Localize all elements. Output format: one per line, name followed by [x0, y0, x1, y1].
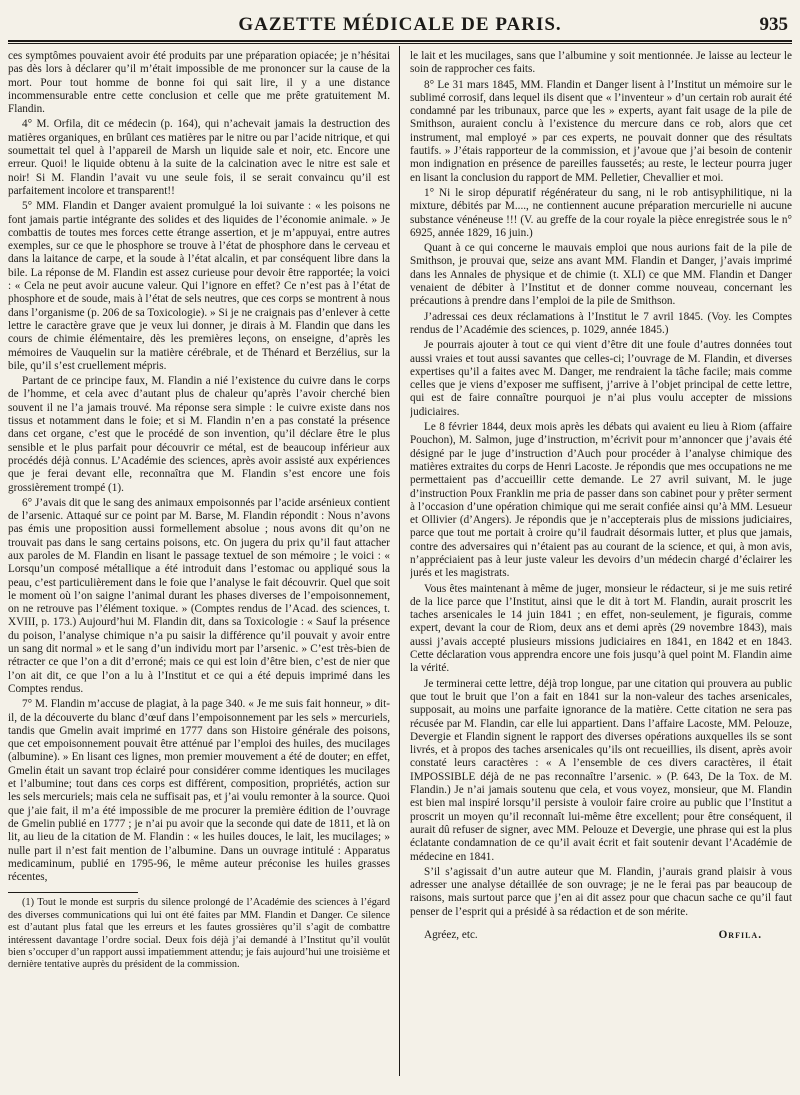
signature: Orfila. [718, 929, 762, 941]
paragraph: J’adressai ces deux réclamations à l’Institut le 7 avril 1845. (Voy. les Comptes rendus de l’Académie des sciences, p. 1029, année 1845.) [410, 310, 792, 336]
paragraph: Le 8 février 1844, deux mois après les débats qui avaient eu lieu à Riom (affaire Pouchon), M. Salmon, juge d’instruction, m’écrivit pour m’annoncer que j’avais été désigné par le juge d’instruction d’Auch pour procéder à l’analyse chimique des matières extraites du corps de Henri Lacoste. Je répondis que mes occupations ne me permettaient pas d’accueillir cette demande. Le 27 avril suivant, M. le juge d’instruction Poux Franklin me pria de passer dans son cabinet pour y prêter serment à l’occasion d’une opération chimique qui me serait confiée ainsi qu’à MM. Lesueur et Ollivier (d’Angers). Je répondis que je n’accepterais plus de missions judiciaires, parce que tout me portait à croire qu’il faudrait désormais lutter, et plus que jamais, contre des adversaires qui n’étaient pas au courant de la science, et qui, à mon avis, n’appréciaient pas à leur juste valeur les devoirs d’un médecin chargé d’éclairer les jurés et les magistrats. [410, 421, 792, 580]
footnote: (1) Tout le monde est surpris du silence prolongé de l’Académie des sciences à l’égard des diverses communications qui lui ont été faites par MM. Flandin et Danger. Ce silence est d’autant plus fatal que les erreurs et les fautes grossières qu’il s’agit de combattre intéressent davantage l’ordre social. Deux fois déjà j’ai demandé à l’Institut qu’il voulût bien s’occuper d’un rapport aussi impatiemment attendu; je fais aujourd’hui une troisième et dernière tentative auprès du président de la commission. [8, 897, 390, 971]
right-column [410, 50, 792, 1060]
paragraph: ces symptômes pouvaient avoir été produits par une préparation opiacée; je n’hésitai pas dès lors à déclarer qu’il m’était impossible de me prononcer sur la cause de la mort. Pour tout homme de bonne foi qui sait lire, il y a une distance incommensurable entre cette conclusion et celle que me prête gratuitement M. Flandin. [8, 50, 390, 116]
paragraph: Je terminerai cette lettre, déjà trop longue, par une citation qui prouvera au public que tout le bruit que l’on a fait en 1841 sur la non-valeur des taches arsenicales, supposait, au moins une parfaite ignorance de la matière. Cette citation ne sera pas récusée par M. Flandin, car elle lui appartient. Dans l’affaire Lacoste, MM. Pelouze, Devergie et Flandin signent le rapport des diverses opérations auxquelles ils se sont livrés, et à propos des taches arsenicales qu’ils ont recueillies, ils disent, après avoir constaté leurs caractères : « A l’ensemble de ces divers caractères, il était IMPOSSIBLE déjà de ne pas reconnaître l’arsenic. » (P. 643, De la Tox. de M. Flandin.) Je n’ai jamais soutenu que cela, et vous voyez, monsieur, que M. Flandin est bien mal inspiré lorsqu’il persiste à vouloir faire croire au public que l’Institut a proscrit un moyen qu’il reconnaît lui-même être excellent; pour être conséquent, il aurait dû refuser de signer, avec MM. Pelouze et Devergie, une phrase qui est la plus éclatante condamnation de ce qu’il avait écrit et fait soutenir devant l’Académie de médecine en 1841. [410, 677, 792, 863]
signoff [410, 929, 792, 942]
paragraph: Je pourrais ajouter à tout ce qui vient d’être dit une foule d’autres données tout aussi vraies et tout aussi savantes que celles-ci; l’ouvrage de M. Flandin, et diverses expertises qu’il a faites avec M. Danger, me rendraient la tâche facile; mais comme celles que je viens d’exposer me suffisent, j’arrive à l’objet principal de cette lettre, qui est de faire connaître pourquoi je n’ai plus voulu accepter de missions judiciaires. [410, 339, 792, 418]
header-rule [8, 43, 792, 44]
paragraph: 4° M. Orfila, dit ce médecin (p. 164), qui n’achevait jamais la destruction des matières organiques, en brûlant ces matières par le nitre ou par l’acide nitrique, et qui soumettait tel quel à l’appareil de Marsh un liquide sale et noir, etc. Encore une erreur. Quoi! le liquide obtenu à la suite de la calcination avec le nitre est sale et noir! Si M. Flandin l’avait vu une seule fois, il se serait convaincu qu’il est parfaitement incolore et transparent!! [8, 118, 390, 197]
paragraph: 7° M. Flandin m’accuse de plagiat, à la page 340. « Je me suis fait honneur, » dit-il, de la découverte du blanc d’œuf dans l’empoisonnement par les sels » mercuriels, tandis que Gmelin avait imprimé en 1777 dans son Histoire générale des poisons, que cet empoisonnement pouvait être atténué par l’emploi des huiles, des mucilages (albumine). » En lisant ces lignes, mon premier mouvement a été de douter; en effet, Gmelin était un savant trop éclairé pour considérer comme identiques les mucilages et l’albumine; tout dans ces corps est différent, composition, propriétés, action sur les sels mercuriels; mais cela ne suffisait pas, et j’ai voulu remonter à la source. Quoi que j’aie fait, il m’a été impossible de me procurer la première édition de l’ouvrage de Gmelin publié en 1777 ; je n’ai pu avoir que la seconde qui date de 1811, et là on lit, au lieu de la citation de M. Flandin : « les huiles douces, le lait, les mucilages; » nulle part il n’est fait mention de l’albumine. Dans un ouvrage intitulé : Apparatus medicaminum, publié en 1795-96, le même auteur préconise les huiles grasses récentes, [8, 698, 390, 884]
closing-formula: Agréez, etc. [424, 929, 478, 941]
paragraph: Partant de ce principe faux, M. Flandin a nié l’existence du cuivre dans le corps de l’homme, et cela avec d’autant plus de chaleur qu’après l’avoir cherché bien souvent il ne l’a jamais trouvé. Ma réponse sera simple : le cuivre existe dans nos tissus et notamment dans le foie; et si M. Flandin n’en a pas constaté la présence dans cet organe, c’est que le procédé de son invention, qu’il déclare être le plus sensible et le plus parfait pour découvrir ce métal, est de beaucoup inférieur aux procédés déjà connus. L’Académie des sciences, après avoir assisté aux expériences que je ferai devant elle, reconnaîtra que M. Flandin s’est encore une fois grossièrement trompé (1). [8, 375, 390, 494]
paragraph: Quant à ce qui concerne le mauvais emploi que nous aurions fait de la pile de Smithson, je prouvai que, seize ans avant MM. Flandin et Danger, j’avais imprimé dans les Annales de physique et de chimie (t. XLI) ce que MM. Flandin et Danger venaient de débiter à l’Institut et de donner comme nouveau, concernant les précautions à prendre dans l’emploi de la pile de Smithson. [410, 242, 792, 308]
footnote-rule [8, 892, 138, 893]
page-header [8, 10, 792, 42]
journal-title: GAZETTE MÉDICALE DE PARIS. [238, 14, 562, 35]
paragraph: 1° Ni le sirop dépuratif régénérateur du sang, ni le rob antisyphilitique, ni la mixture, débités par M...., ne contiennent aucune préparation mercurielle ni aucune substance vénéneuse !!! (V. au greffe de la cour royale la pièce enregistrée sous le n° 6925, année 1829, 16 juin.) [410, 186, 792, 239]
left-column [8, 50, 390, 1060]
paragraph: le lait et les mucilages, sans que l’albumine y soit mentionnée. Je laisse au lecteur le soin de rapprocher ces faits. [410, 50, 792, 76]
paragraph: S’il s’agissait d’un autre auteur que M. Flandin, j’aurais grand plaisir à vous adresser une analyse détaillée de son ouvrage; je ne le ferai pas par beaucoup de raisons, mais surtout parce que j’en ai dit assez pour que chacun sache ce qu’il faut penser de l’esprit qui a présidé à sa rédaction et de son mérite. [410, 865, 792, 918]
column-divider [399, 46, 400, 1076]
paragraph: 6° J’avais dit que le sang des animaux empoisonnés par l’acide arsénieux contient de l’arsenic. Attaqué sur ce point par M. Barse, M. Flandin répondit : Nous n’avons pas émis une proposition aussi formellement absolue ; nous avons dit qu’on ne trouvait pas dans le sang certains poisons, etc. On jugera du prix qu’il faut attacher aux paroles de M. Flandin en lisant le passage textuel de son mémoire ; le voici : « Lorsqu’un composé métallique a été introduit dans l’estomac ou appliqué sous la peau, c’est particulièrement dans le foie que l’analyse le fait découvrir. Quel que soit le moment où l’on saigne l’animal durant les phases diverses de l’empoisonnement, on ne retrouve pas l’élément toxique. » (Comptes rendus de l’Acad. des sciences, t. XVIII, p. 173.) Aujourd’hui M. Flandin dit, dans sa Toxicologie : « Sauf la présence du poison, l’analyse chimique n’a pu saisir la différence qu’il pouvait y avoir entre un sang dit normal » et le sang d’un individu mort par l’arsenic. » C’est très-bien de rétracter ce que l’on a dit d’erroné; mais ce qui est loin d’être bien, c’est de nier que l’on ait dit, ce que l’on a lu à l’Institut et ce qui a été depuis imprimé dans les Comptes rendus. [8, 496, 390, 695]
page-number: 935 [759, 14, 788, 35]
paragraph: 5° MM. Flandin et Danger avaient promulgué la loi suivante : « les poisons ne font jamais partie intégrante des solides et des liquides de l’économie animale. » Je combattis de toutes mes forces cette étrange assertion, et je m’appuyai, entre autres exemples, sur ce que le phosphore se trouve à l’état de phosphore dans le cerveau et dans la laitance de carpe, et la soude à l’état alcalin, et par conséquent libre dans la bile. La réponse de M. Flandin est assez curieuse pour devoir être rapportée; la voici : « Cela ne peut avoir aucune valeur. Qui l’ignore en effet? Ce n’est pas à l’état de phosphore et de soude, mais à l’état de sels neutres, que ces corps se montrent à nous dans l’organisme (p. 206 de sa Toxicologie). » Si je ne craignais pas d’enlever à cette lettre le caractère grave que je veux lui donner, je dirais à M. Flandin que dans les cours de chimie élémentaire, dès les premières leçons, on enseigne, d’après les mémoires de Vauquelin sur la matière cérébrale, et de Thénard et Berzélius, sur la bile, qu’il s’est cruellement mépris. [8, 200, 390, 372]
paragraph: 8° Le 31 mars 1845, MM. Flandin et Danger lisent à l’Institut un mémoire sur le sublimé corrosif, dans lequel ils disent que « l’inventeur » d’un certain rob aurait été condamné par les tribunaux, parce que les » experts, ayant fait usage de la pile de Smithson, auraient conclu à l’existence du mercure dans ce rob, alors que cet instrument, mal employé » par ces experts, ne pouvait donner que des résultats fautifs. » J’étais rapporteur de la commission, et j’avoue que j’ai besoin de contenir mon indignation en présence de pareilles faussetés; au reste, le lecteur pourra juger en lisant la conclusion du rapport de MM. Pelletier, Chevallier et moi. [410, 78, 792, 184]
paragraph: Vous êtes maintenant à même de juger, monsieur le rédacteur, si je me suis retiré de la lice parce que l’Institut, ainsi que le dit à tort M. Flandin, aurait proscrit les taches arsenicales le 14 juin 1841 ; en effet, non-seulement, je figurais, comme expert, devant la cour de Riom, deux ans et demi après (29 novembre 1843), mais aussi j’avais accepté plusieurs missions judiciaires en 1841, en 1842 et en 1843. Cette déclaration vous apprendra encore une fois jusqu’à quel point M. Flandin aime la vérité. [410, 582, 792, 675]
